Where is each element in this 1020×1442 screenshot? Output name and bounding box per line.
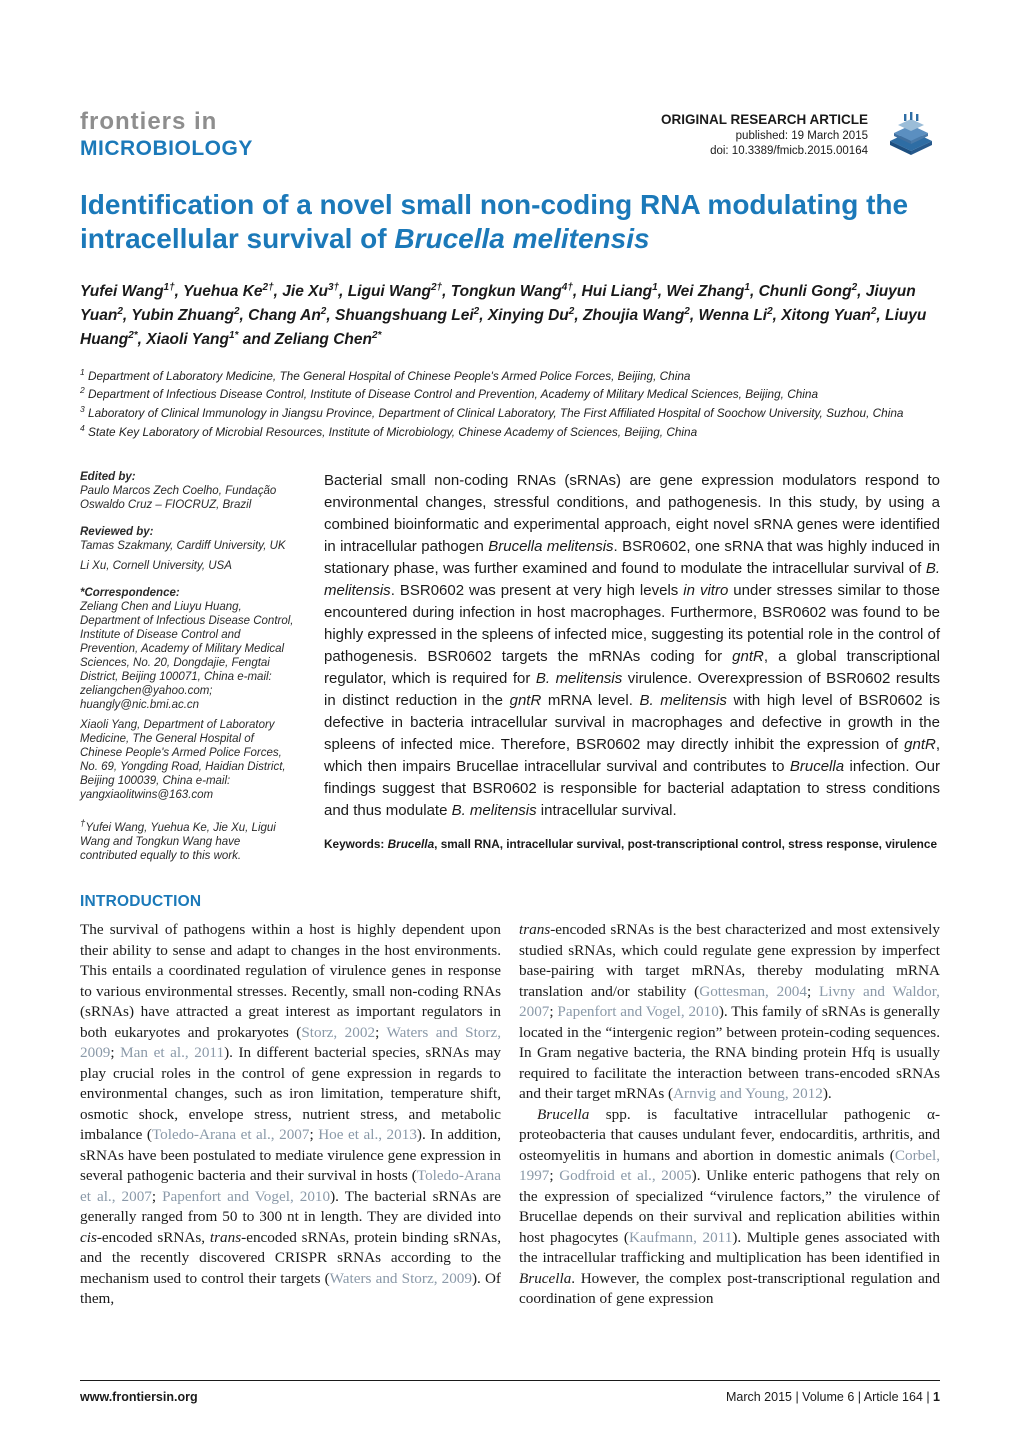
- author-affiliation-marker: 2: [320, 306, 327, 318]
- text-segment: The survival of pathogens within a host is highly dependent upon their ability to sense and adapt to changes in the host environments. This entails a coordinated regulation of virulence genes in response to various environmental stresses. Recently, small non-coding RNAs (sRNAs) have attracted a great interest as important regulators in both eukaryotes and prokaryotes (: [80, 921, 501, 1041]
- text-segment: . BSR0602, one sRNA that was highly induced in stationary phase, was further examined and found to modulate the intracellular survival of: [324, 538, 940, 578]
- citation-link[interactable]: Kaufmann, 2011: [628, 1228, 733, 1246]
- text-segment: Brucella melitensis: [488, 538, 614, 556]
- header-article-info: [661, 110, 940, 160]
- text-segment: Brucella melitensis: [394, 223, 650, 255]
- keywords-line: [324, 837, 940, 852]
- issue-text: March 2015 | Volume 6 | Article 164 |: [725, 1390, 934, 1404]
- author-name: Ligui Wang: [347, 283, 431, 301]
- author-separator: ,: [326, 307, 335, 325]
- author-affiliation-marker: 2: [767, 306, 773, 318]
- text-segment: ;: [806, 982, 819, 1000]
- affiliation-text: Department of Laboratory Medicine, The General Hospital of Chinese People's Armed Police Forces, Beijing, China: [84, 368, 691, 383]
- author-separator: ,: [857, 283, 866, 301]
- text-segment: under stresses similar to those encountered during infection in host macrophages. Furthermore, BSR0602 was found to be highly expressed in the spleens of infected mice, suggesting its potential role in the control of pathogenesis. BSR0602 targets the mRNAs coding for: [324, 582, 941, 666]
- author-separator: ,: [137, 331, 147, 349]
- text-segment: ;: [375, 1023, 387, 1041]
- text-line: Zeliang Chen and Liuyu Huang, Department of Infectious Disease Control, Institute of Disease Control and Prevention, Academy of Military Medical Sciences, No. 20, Dongdajie, Fengtai District, Beijing 100071, China e-mail: zeliangchen@yahoo.com; huangly@nic.bmi.ac.cn: [80, 601, 294, 712]
- text-segment: gntR: [904, 736, 936, 754]
- affiliation-number: 2: [80, 385, 85, 396]
- text-segment: , a global transcriptional regulator, which is required for: [324, 648, 940, 688]
- text-segment: , which then impairs Brucellae intracellular survival and contributes to: [324, 736, 940, 776]
- author-list: [80, 278, 940, 350]
- citation-link[interactable]: Corbel, 1997: [519, 1146, 940, 1185]
- text-segment: . BSR0602 was present at very high levels: [390, 582, 684, 600]
- correspondence-label: *Correspondence:: [80, 587, 180, 600]
- author-separator: ,: [749, 283, 759, 301]
- author-affiliation-marker: 4†: [561, 282, 573, 294]
- text-segment: B. melitensis: [639, 692, 727, 710]
- text-segment: ). Of them,: [80, 1269, 501, 1308]
- frontiers-logo: [80, 110, 253, 160]
- introduction-section: [80, 893, 940, 1310]
- author-name: Xinying Du: [487, 307, 569, 325]
- affiliation-text: Department of Infectious Disease Control, Institute of Disease Control and Prevention, Academy of Military Medical Sciences, Beijing, China: [84, 387, 819, 402]
- text-segment: mRNA level.: [541, 692, 640, 710]
- author-name: Liuyu Huang: [80, 307, 927, 349]
- text-segment: gntR: [732, 648, 764, 666]
- paragraph: [519, 1105, 940, 1310]
- author-affiliation-marker: 1: [744, 282, 750, 294]
- author-affiliation-marker: 1†: [163, 282, 175, 294]
- author-name: Zhoujia Wang: [582, 307, 685, 325]
- text-segment: cis: [80, 1228, 97, 1246]
- reviewer-list: [80, 539, 294, 573]
- paragraph: [519, 920, 940, 1105]
- text-segment: B. melitensis: [535, 670, 623, 688]
- text-segment: Brucella: [519, 1269, 572, 1287]
- frontiers-stack-icon: [882, 110, 940, 160]
- issue-info: [726, 1390, 940, 1404]
- affiliation-number: 1: [80, 366, 85, 377]
- text-segment: B. melitensis: [324, 560, 940, 600]
- text-segment: ). In addition, sRNAs have been postulated to mediate virulence gene expression in several pathogenic bacteria and their survival in hosts (: [80, 1126, 501, 1185]
- text-segment: ).: [822, 1085, 832, 1103]
- author-name: Shuangshuang Lei: [334, 307, 474, 325]
- citation-link[interactable]: Arnvig and Young, 2012: [673, 1085, 823, 1103]
- article-meta: [661, 110, 868, 157]
- text-segment: ). Multiple genes associated with the intracellular trafficking and multiplication has been identified in: [519, 1228, 940, 1267]
- footnote-marker: †: [80, 818, 86, 830]
- citation-link[interactable]: Waters and Storz, 2009: [80, 1023, 501, 1062]
- affiliation-text: Laboratory of Clinical Immunology in Jiangsu Province, Department of Clinical Laboratory, The First Affiliated Hospital of Soochow University, Suzhou, China: [84, 406, 904, 421]
- author-name: Jiuyun Yuan: [80, 283, 916, 325]
- abstract-text: [324, 470, 940, 822]
- text-segment: Keywords:: [324, 837, 388, 852]
- text-segment: ). Unlike enteric pathogens that rely on the expression of specialized “virulence factors,” the virulence of Brucellae depends on their survival and replication abilities within host phagocytes (: [519, 1167, 940, 1246]
- logo-frontiers-in: frontiers in: [80, 108, 218, 135]
- text-segment: virulence. Overexpression of BSR0602 results in distinct reduction in the: [324, 670, 941, 710]
- text-segment: -encoded sRNAs,: [96, 1228, 210, 1246]
- citation-link[interactable]: Toledo-Arana et al., 2007: [80, 1167, 501, 1205]
- text-segment: ;: [549, 1003, 558, 1021]
- author-affiliation-marker: 2†: [262, 282, 274, 294]
- text-segment: Identification of a novel small non-coding RNA modulating the intracellular survival of: [80, 189, 909, 255]
- equal-contribution-note: [80, 817, 294, 863]
- author-name: Yuehua Ke: [183, 283, 263, 301]
- author-separator: ,: [122, 307, 132, 325]
- two-column-body: [80, 920, 940, 1310]
- text-segment: -encoded sRNAs, protein binding sRNAs, and the recently discovered CRISPR sRNAs according to the mechanism used to control their targets (: [80, 1228, 502, 1287]
- author-separator: ,: [574, 307, 583, 325]
- author-name: Chang An: [248, 307, 321, 325]
- logo-journal-name: MICROBIOLOGY: [80, 137, 253, 160]
- citation-link[interactable]: Papenfort and Vogel, 2010: [162, 1187, 331, 1205]
- text-segment: Yufei Wang, Yuehua Ke, Jie Xu, Ligui Wang and Tongkun Wang have contributed equally to this work.: [80, 822, 276, 863]
- text-segment: infection. Our findings suggest that BSR0602 is responsible for bacterial adaptation to stress conditions and thus modulate: [324, 758, 940, 820]
- author-separator: ,: [442, 283, 451, 301]
- author-name: Hui Liang: [581, 283, 653, 301]
- author-separator: ,: [479, 307, 488, 325]
- citation-link[interactable]: Man et al., 2011: [120, 1044, 225, 1062]
- author-name: Xiaoli Yang: [146, 331, 229, 349]
- author-name: Xitong Yuan: [781, 307, 871, 325]
- author-affiliation-marker: 2: [568, 306, 575, 318]
- text-segment: Brucella: [537, 1105, 590, 1123]
- citation-link[interactable]: Toledo-Arana et al., 2007: [151, 1126, 310, 1144]
- author-separator: and: [238, 331, 275, 349]
- text-segment: ). This family of sRNAs is generally located in the “intergenic region” between protein-coding sequences. In Gram negative bacteria, the RNA binding protein Hfq is usually required to facilitate the interaction between trans-encoded sRNAs and their target mRNAs (: [519, 1003, 941, 1103]
- introduction-heading: INTRODUCTION: [80, 893, 202, 911]
- text-segment: trans: [519, 921, 551, 939]
- author-separator: ,: [572, 283, 582, 301]
- page-footer: [80, 1380, 940, 1404]
- author-affiliation-marker: 2: [233, 306, 240, 318]
- page-header: [80, 110, 940, 160]
- author-name: Jie Xu: [282, 283, 328, 301]
- author-separator: ,: [876, 307, 886, 325]
- author-affiliation-marker: 2: [851, 282, 858, 294]
- text-segment: ). The bacterial sRNAs are generally ranged from 50 to 300 nt in length. They are divided into: [80, 1187, 501, 1226]
- author-name: Tongkun Wang: [450, 283, 562, 301]
- published-date: published: 19 March 2015: [735, 130, 868, 142]
- author-separator: ,: [772, 307, 782, 325]
- text-segment: spp. is facultative intracellular pathogenic α-proteobacteria that causes undulant fever, endocarditis, arthritis, and osteomyelitis in humans and abortion in domestic animals (: [519, 1105, 940, 1164]
- author-affiliation-marker: 2: [117, 306, 123, 318]
- text-segment: Brucella: [387, 837, 435, 852]
- text-segment: Bacterial small non-coding RNAs (sRNAs) are gene expression modulators respond to environmental changes, stressful conditions, and pathogenesis. In this study, by using a combined bioinformatic and experimental approach, eight novel sRNA genes were identified in intracellular pathogen: [324, 472, 940, 556]
- affiliation: [80, 402, 940, 421]
- text-segment: ;: [151, 1187, 163, 1205]
- intro-column-left: [80, 920, 501, 1310]
- citation-link[interactable]: Gottesman, 2004: [699, 982, 807, 1000]
- author-affiliation-marker: 2*: [371, 330, 382, 342]
- journal-url[interactable]: www.frontiersin.org: [80, 1390, 198, 1404]
- author-name: Yubin Zhuang: [131, 307, 234, 325]
- author-name: Yufei Wang: [80, 283, 164, 301]
- author-name: Chunli Gong: [758, 283, 852, 301]
- text-segment: . However, the complex post-transcriptional regulation and coordination of gene expression: [519, 1269, 940, 1308]
- text-segment: ;: [110, 1044, 121, 1062]
- author-name: Wei Zhang: [666, 283, 745, 301]
- text-segment: , small RNA, intracellular survival, post-transcriptional control, stress response, virulence: [434, 837, 937, 852]
- citation-link[interactable]: Hoe et al., 2013: [318, 1126, 417, 1144]
- article-type-label: ORIGINAL RESEARCH ARTICLE: [660, 112, 868, 127]
- paragraph: [80, 920, 501, 1310]
- text-line: Li Xu, Cornell University, USA: [80, 560, 232, 573]
- affiliation-text: State Key Laboratory of Microbial Resources, Institute of Microbiology, Chinese Academy of Sciences, Beijing, China: [84, 425, 698, 440]
- citation-link[interactable]: Papenfort and Vogel, 2010: [557, 1003, 719, 1021]
- page-number: 1: [933, 1390, 940, 1404]
- citation-link[interactable]: Waters and Storz, 2009: [329, 1269, 472, 1287]
- reviewed-by-label: Reviewed by:: [80, 526, 154, 539]
- affiliation: [80, 365, 940, 384]
- text-line: Xiaoli Yang, Department of Laboratory Medicine, The General Hospital of Chinese People's Armed Police Forces, No. 69, Yongding Road, Haidian District, Beijing 100039, China e-mail: yangxiaolitwins@163.com: [80, 719, 286, 802]
- author-name: Wenna Li: [698, 307, 768, 325]
- text-segment: trans: [209, 1228, 242, 1246]
- author-affiliation-marker: 2†: [430, 282, 443, 294]
- text-segment: ;: [309, 1126, 319, 1144]
- author-name: Zeliang Chen: [274, 331, 372, 349]
- doi-link[interactable]: doi: 10.3389/fmicb.2015.00164: [710, 145, 868, 157]
- editorial-sidebar: [80, 470, 294, 863]
- citation-link[interactable]: Livny and Waldor, 2007: [519, 982, 940, 1021]
- author-separator: ,: [239, 307, 249, 325]
- text-segment: -encoded sRNAs is the best characterized and most extensively studied sRNAs, which could regulate gene expression by imperfect base-pairing with target mRNAs, thereby modulating mRNA translation and/or stability (: [519, 921, 940, 1000]
- citation-link[interactable]: Storz, 2002: [301, 1023, 376, 1041]
- text-segment: B. melitensis: [451, 802, 537, 820]
- author-affiliation-marker: 2: [473, 306, 480, 318]
- text-line: Paulo Marcos Zech Coelho, Fundação Oswaldo Cruz – FIOCRUZ, Brazil: [80, 485, 277, 512]
- author-affiliation-marker: 1*: [229, 330, 239, 342]
- editorial-and-abstract-row: [80, 470, 940, 863]
- text-segment: ;: [549, 1167, 560, 1185]
- text-segment: with high level of BSR0602 is defective in bacteria intracellular survival in macrophages and defective in growth in the spleens of infected mice. Therefore, BSR0602 may directly inhibit the expression of: [324, 692, 940, 754]
- article-title: [80, 188, 940, 256]
- correspondence-text: [80, 600, 294, 802]
- author-affiliation-marker: 1: [652, 282, 658, 294]
- author-affiliation-marker: 2*: [128, 330, 138, 342]
- citation-link[interactable]: Godfroid et al., 2005: [559, 1167, 692, 1185]
- text-line: Tamas Szakmany, Cardiff University, UK: [80, 540, 286, 553]
- text-segment: intracellular survival.: [536, 802, 677, 820]
- author-separator: ,: [689, 307, 699, 325]
- affiliation-list: [80, 365, 940, 441]
- abstract-column: [324, 470, 940, 863]
- author-affiliation-marker: 2: [870, 306, 877, 318]
- author-affiliation-marker: 3†: [327, 282, 340, 294]
- affiliation-number: 3: [80, 404, 85, 415]
- author-affiliation-marker: 2: [684, 306, 690, 318]
- author-separator: ,: [174, 283, 184, 301]
- text-segment: in vitro: [683, 582, 729, 600]
- author-separator: ,: [657, 283, 667, 301]
- edited-by-label: Edited by:: [80, 471, 136, 484]
- author-separator: ,: [339, 283, 348, 301]
- affiliation: [80, 421, 940, 440]
- affiliation-number: 4: [80, 423, 85, 434]
- text-segment: gntR: [509, 692, 542, 710]
- affiliation: [80, 383, 940, 402]
- text-segment: Brucella: [789, 758, 845, 776]
- edited-by-text: [80, 484, 294, 512]
- intro-column-right: [519, 920, 940, 1310]
- author-separator: ,: [273, 283, 283, 301]
- text-segment: ). In different bacterial species, sRNAs may play crucial roles in the control of gene expression in regards to environmental changes, such as iron limitation, temperature shift, osmotic shock, envelope stress, nutrient stress, and metabolic imbalance (: [80, 1044, 501, 1144]
